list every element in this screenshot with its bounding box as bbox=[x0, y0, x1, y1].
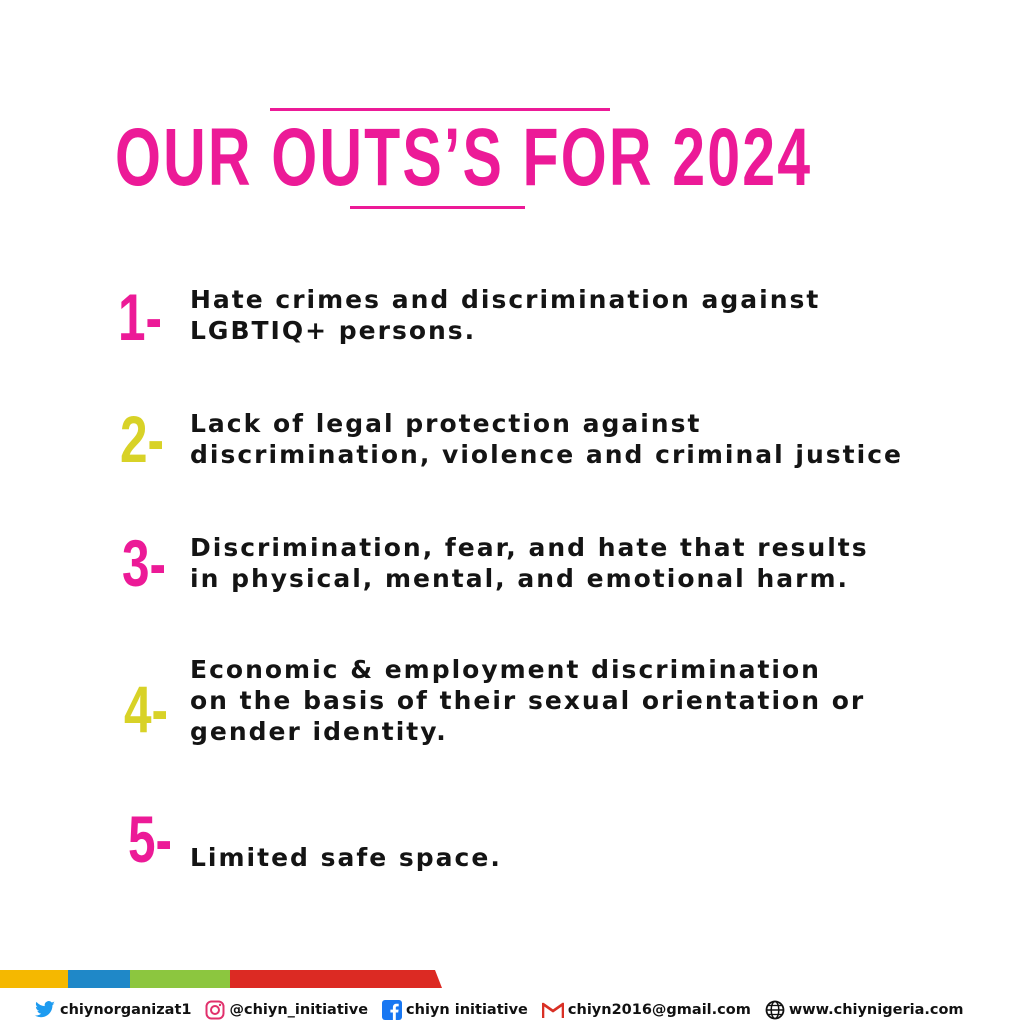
item-text bbox=[190, 842, 990, 873]
item-text-line: discrimination, violence and criminal justice bbox=[190, 440, 903, 469]
email-address: chiyn2016@gmail.com bbox=[567, 1002, 751, 1018]
item-text bbox=[190, 284, 990, 346]
twitter-icon bbox=[34, 1001, 56, 1019]
instagram-icon bbox=[205, 1000, 225, 1020]
stripe-yellow bbox=[0, 970, 68, 988]
item-text-line: Limited safe space. bbox=[190, 843, 502, 872]
website-contact[interactable] bbox=[765, 1000, 964, 1020]
item-text bbox=[190, 532, 990, 594]
twitter-contact[interactable] bbox=[34, 1001, 191, 1019]
globe-icon bbox=[765, 1000, 785, 1020]
item-text-line: in physical, mental, and emotional harm. bbox=[190, 564, 849, 593]
item-text-line: LGBTIQ+ persons. bbox=[190, 316, 477, 345]
item-text-line: on the basis of their sexual orientation or bbox=[190, 686, 866, 715]
item-text-line: Lack of legal protection against bbox=[190, 409, 702, 438]
title-bottom-rule bbox=[350, 206, 525, 209]
stripe-green bbox=[130, 970, 230, 988]
instagram-handle: @chiyn_initiative bbox=[229, 1002, 369, 1018]
facebook-name: chiyn initiative bbox=[406, 1002, 528, 1018]
stripe-blue bbox=[68, 970, 130, 988]
page-title: OUR OUTS’S FOR 2024 bbox=[115, 112, 813, 203]
instagram-contact[interactable] bbox=[205, 1000, 368, 1020]
color-stripes bbox=[0, 970, 440, 988]
item-text-line: Hate crimes and discrimination against bbox=[190, 285, 821, 314]
gmail-icon bbox=[542, 1001, 564, 1019]
item-number: 1- bbox=[118, 280, 163, 354]
email-contact[interactable] bbox=[542, 1001, 751, 1019]
item-number: 2- bbox=[120, 402, 165, 476]
website-url: www.chiynigeria.com bbox=[788, 1002, 964, 1018]
facebook-icon bbox=[382, 1000, 402, 1020]
item-text-line: Economic & employment discrimination bbox=[190, 655, 821, 684]
item-number: 3- bbox=[122, 526, 167, 600]
item-text bbox=[190, 408, 990, 470]
item-text bbox=[190, 654, 990, 747]
footer-contacts bbox=[0, 996, 1024, 1024]
facebook-contact[interactable] bbox=[382, 1000, 528, 1020]
item-text-line: Discrimination, fear, and hate that results bbox=[190, 533, 869, 562]
item-number: 4- bbox=[124, 672, 169, 746]
stripe-red bbox=[230, 970, 442, 988]
twitter-handle: chiynorganizat1 bbox=[60, 1002, 192, 1018]
item-number: 5- bbox=[128, 802, 173, 876]
item-text-line: gender identity. bbox=[190, 717, 448, 746]
title-block bbox=[0, 0, 1024, 240]
